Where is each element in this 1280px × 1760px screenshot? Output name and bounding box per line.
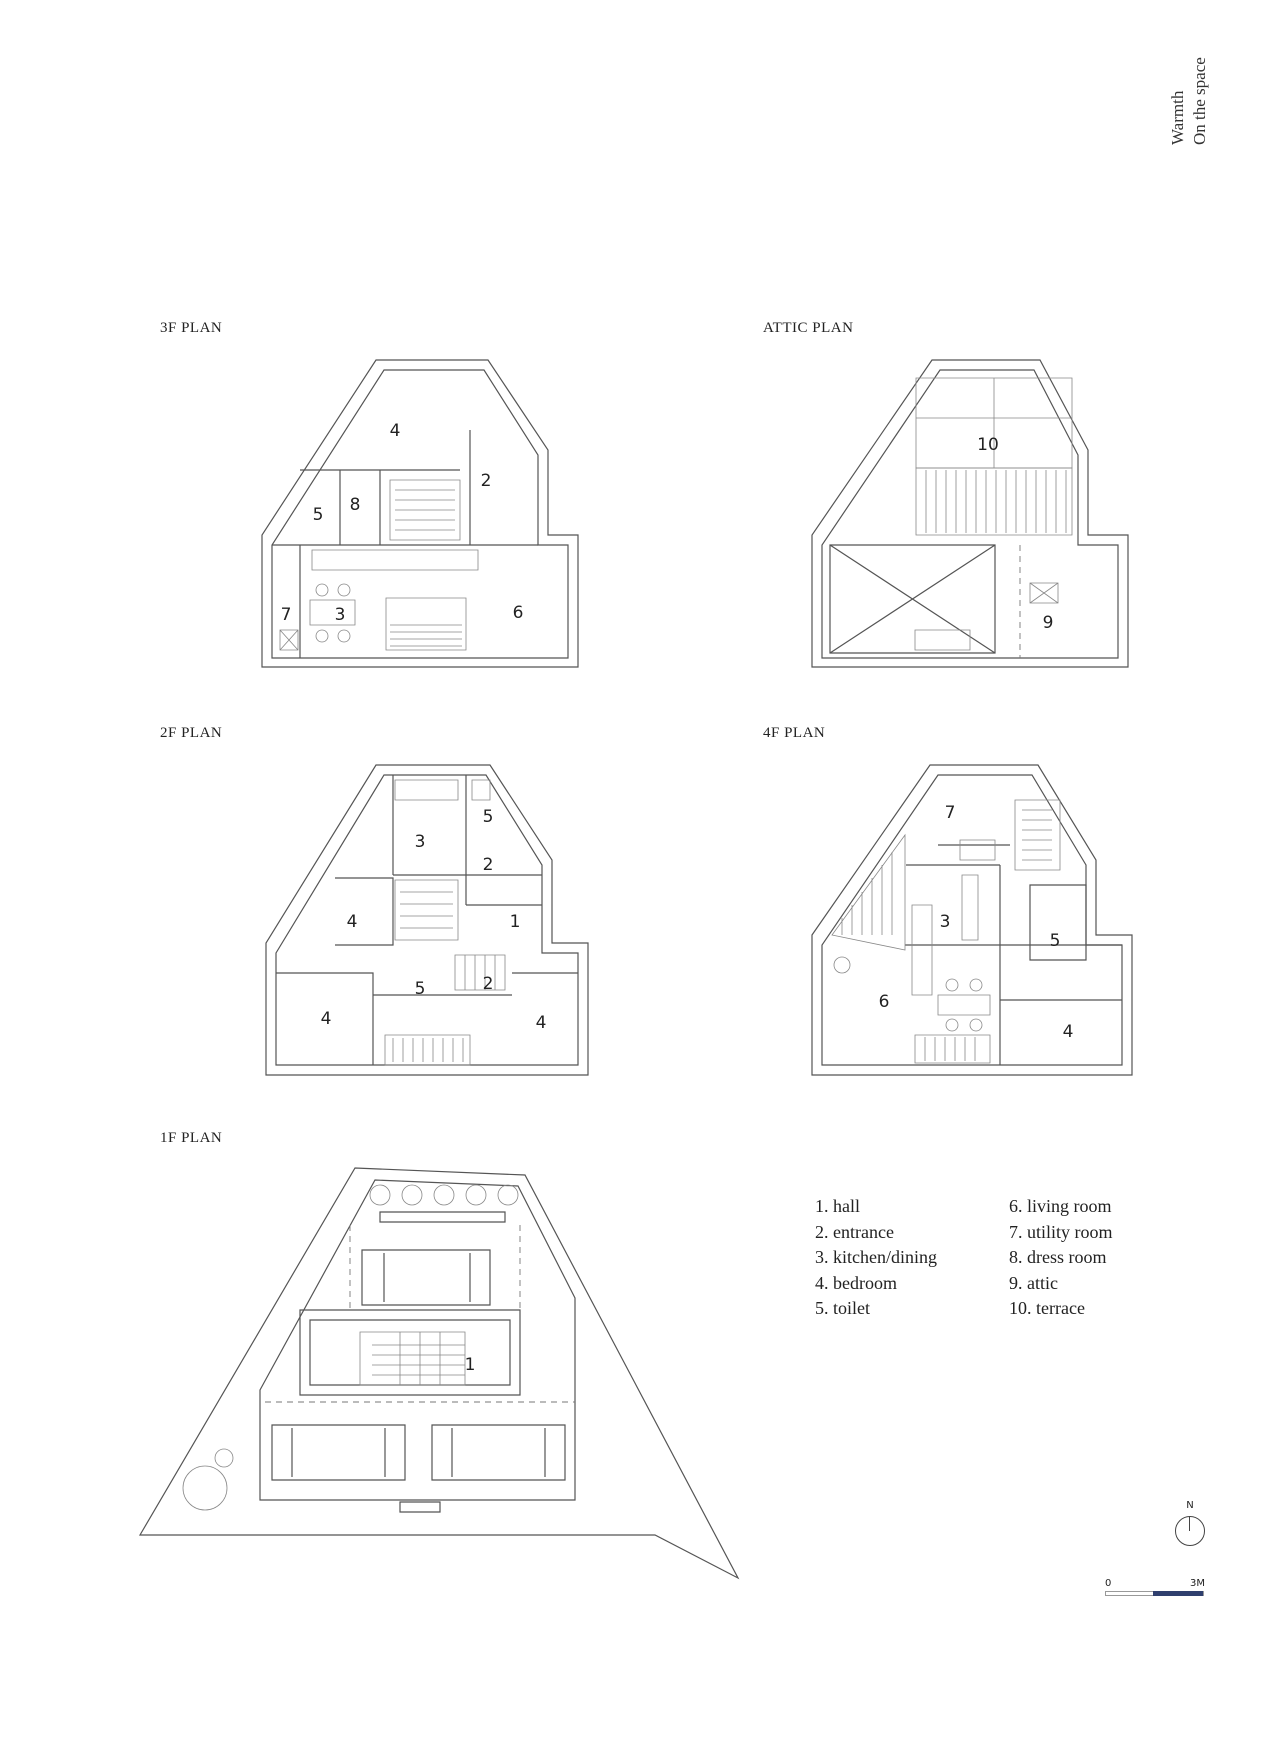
plan-label-1f: 1F PLAN <box>160 1130 223 1146</box>
room-label: 2 <box>482 855 494 875</box>
legend-item: 7. utility room <box>1009 1221 1113 1242</box>
scale-bar-fill <box>1153 1591 1203 1596</box>
legend <box>815 1194 1195 1324</box>
room-label: 3 <box>939 912 951 932</box>
legend-item: 3. kitchen/dining <box>815 1247 937 1267</box>
plan-label-3f: 3F PLAN <box>160 320 223 336</box>
legend-column-right <box>1009 1194 1189 1322</box>
room-label: 4 <box>320 1009 332 1029</box>
legend-item: 1. hall <box>815 1196 860 1216</box>
room-label: 1 <box>509 912 521 932</box>
room-label: 3 <box>334 605 346 625</box>
legend-item: 8. dress room <box>1009 1247 1107 1267</box>
plan-label-2f: 2F PLAN <box>160 725 223 741</box>
legend-item: 4. bedroom <box>815 1272 897 1293</box>
room-label: 4 <box>535 1013 547 1033</box>
scale-bar <box>1105 1578 1205 1598</box>
room-label: 7 <box>280 605 292 625</box>
north-arrow-icon <box>1175 1500 1215 1560</box>
plan-label-attic: ATTIC PLAN <box>763 320 854 336</box>
room-label: 4 <box>1062 1022 1074 1042</box>
room-label: 8 <box>349 495 361 515</box>
room-label: 10 <box>977 435 999 455</box>
scale-start-label: 0 <box>1105 1578 1112 1589</box>
room-label: 5 <box>312 505 324 525</box>
room-label: 9 <box>1042 613 1054 633</box>
scale-end-label: 3M <box>1190 1578 1205 1589</box>
room-label: 5 <box>414 979 426 999</box>
side-title-line1: Warmth <box>1168 90 1187 145</box>
north-label: N <box>1186 1500 1194 1511</box>
room-label: 3 <box>414 832 426 852</box>
legend-item: 2. entrance <box>815 1221 894 1242</box>
side-title-line2: On the space <box>1190 57 1209 145</box>
room-label: 1 <box>464 1355 476 1375</box>
legend-item: 6. living room <box>1009 1196 1112 1216</box>
room-label: 4 <box>346 912 358 932</box>
legend-item: 5. toilet <box>815 1298 870 1318</box>
legend-column-left <box>815 1194 995 1322</box>
room-label: 4 <box>389 421 401 441</box>
room-label: 7 <box>944 803 956 823</box>
room-label: 6 <box>512 603 524 623</box>
room-label: 2 <box>482 974 494 994</box>
room-label: 5 <box>482 807 494 827</box>
room-label: 5 <box>1049 931 1061 951</box>
north-line <box>1189 1516 1190 1531</box>
room-label: 6 <box>878 992 890 1012</box>
plan-label-4f: 4F PLAN <box>763 725 826 741</box>
room-label: 2 <box>480 471 492 491</box>
north-circle <box>1175 1516 1205 1546</box>
legend-item: 9. attic <box>1009 1272 1058 1293</box>
legend-item: 10. terrace <box>1009 1298 1085 1318</box>
